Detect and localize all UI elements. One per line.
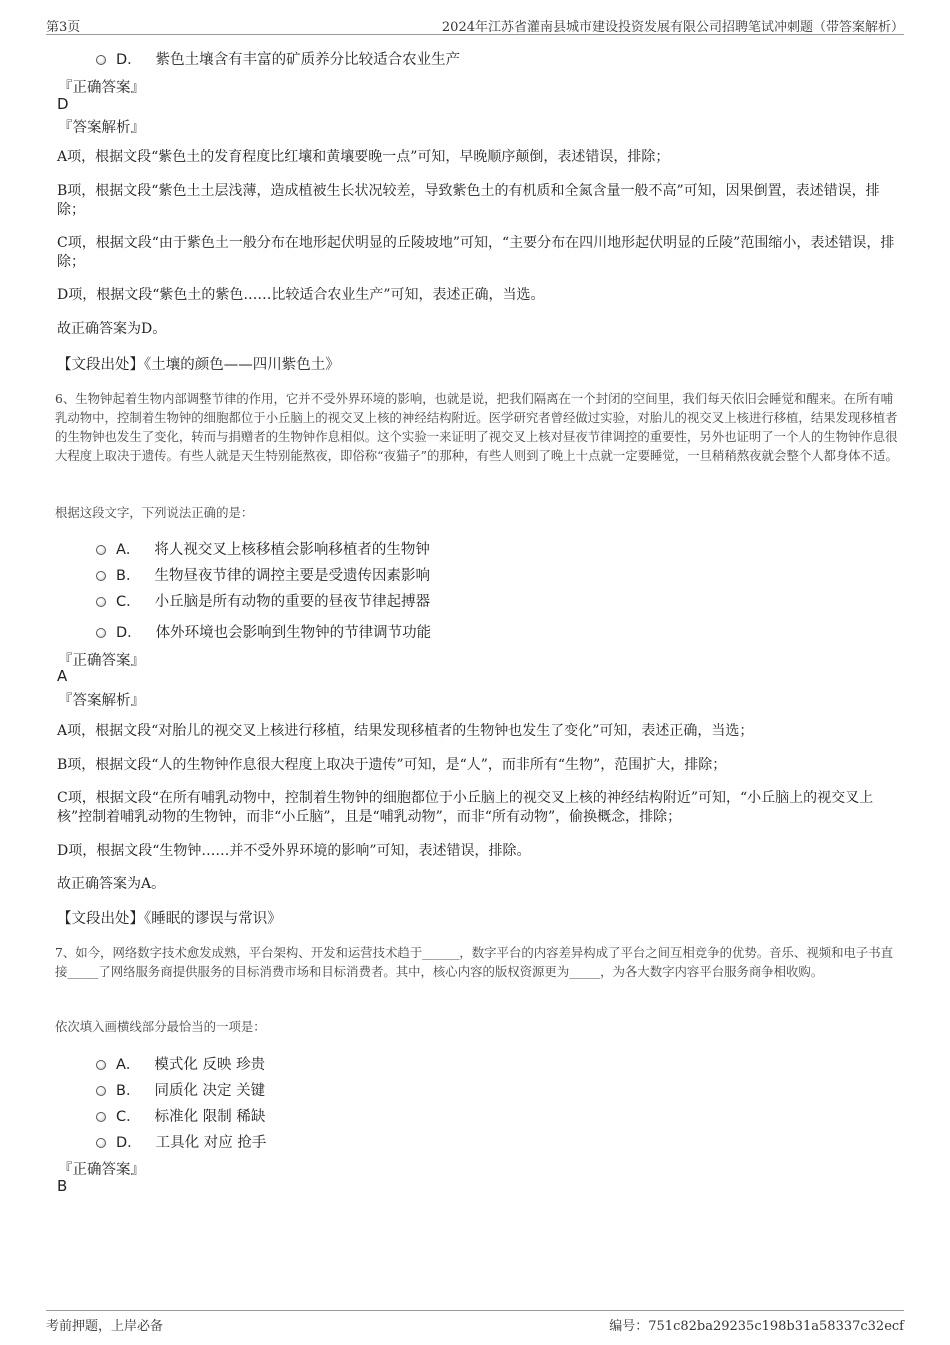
q5-explanation-a: A项，根据文段“紫色土的发育程度比红壤和黄壤要晚一点”可知，早晚顺序颠倒，表述错误，排除； xyxy=(57,149,670,165)
q6-option-a[interactable]: A． 将人视交叉上核移植会影响移植者的生物钟 xyxy=(96,538,430,559)
q7-option-d[interactable]: D． 工具化 对应 抢手 xyxy=(96,1131,266,1152)
q5-conclusion: 故正确答案为D。 xyxy=(57,321,167,337)
radio-icon[interactable] xyxy=(96,1112,106,1122)
q6-option-c[interactable]: C． 小丘脑是所有动物的重要的昼夜节律起搏器 xyxy=(96,590,430,611)
document-title: 2024年江苏省灌南县城市建设投资发展有限公司招聘笔试冲刺题（带答案解析） xyxy=(441,20,904,35)
page-number: 第3页 xyxy=(46,20,81,35)
q6-answer: A xyxy=(57,667,68,685)
radio-icon[interactable] xyxy=(96,55,106,65)
page-header xyxy=(46,14,904,35)
q6-analysis-label: 『答案解析』 xyxy=(58,693,145,709)
q5-answer-label: 『正确答案』 xyxy=(58,80,145,96)
q6-explanation-a: A项，根据文段“对胎儿的视交叉上核进行移植，结果发现移植者的生物钟也发生了变化”可知，表述正确，当选； xyxy=(57,723,754,739)
q5-source: 【文段出处】《土壤的颜色——四川紫色土》 xyxy=(57,357,340,373)
q6-explanation-c: C项，根据文段“在所有哺乳动物中，控制着生物钟的细胞都位于小丘脑上的视交叉上核的神经结构附近”可知，“小丘脑上的视交叉上核”控制着哺乳动物的生物钟，而非“小丘脑”，且是“哺乳动物”，而非“所有动物”，偷换概念，排除； xyxy=(57,790,874,825)
q5-analysis-label: 『答案解析』 xyxy=(58,120,145,136)
q5-explanation-b: B项，根据文段“紫色土土层浅薄，造成植被生长状况较差，导致紫色土的有机质和全氮含量一般不高”可知，因果倒置，表述错误，排除； xyxy=(57,183,880,218)
q5-option-d[interactable]: D． 紫色土壤含有丰富的矿质养分比较适合农业生产 xyxy=(96,48,460,69)
radio-icon[interactable] xyxy=(96,545,106,555)
q6-source: 【文段出处】《睡眠的谬误与常识》 xyxy=(57,911,282,927)
q7-option-a[interactable]: A． 模式化 反映 珍贵 xyxy=(96,1053,265,1074)
q6-stem: 6、生物钟起着生物内部调整节律的作用，它并不受外界环境的影响，也就是说，把我们隔离在一个封闭的空间里，我们每天依旧会睡觉和醒来。在所有哺乳动物中，控制着生物钟的细胞都位于小丘脑上的视交叉上核的神经结构附近。医学研究者曾经做过实验，对胎儿的视交叉上核进行移植，结果发现移植者的生物钟也发生了变化，转而与捐赠者的生物钟作息相似。这个实验一来证明了视交叉上核对昼夜节律调控的重要性，另外也证明了一个人的生物钟作息很大程度上取决于遗传。有些人就是天生特别能熬夜，即俗称“夜猫子”的那种，有些人则到了晚上十点就一定要睡觉，一旦稍稍熬夜就会整个人都身体不适。 xyxy=(55,391,898,463)
document-id: 编号：751c82ba29235c198b31a58337c32ecf xyxy=(609,1319,904,1334)
q7-answer-label: 『正确答案』 xyxy=(58,1162,145,1178)
q5-answer: D xyxy=(57,95,69,113)
q7-answer: B xyxy=(57,1177,68,1195)
q7-prompt: 依次填入画横线部分最恰当的一项是： xyxy=(55,1019,266,1034)
footer-slogan: 考前押题，上岸必备 xyxy=(46,1319,164,1334)
page-footer xyxy=(46,1310,904,1335)
q6-conclusion: 故正确答案为A。 xyxy=(57,876,166,892)
q6-option-d[interactable]: D． 体外环境也会影响到生物钟的节律调节功能 xyxy=(96,621,431,642)
radio-icon[interactable] xyxy=(96,597,106,607)
q6-explanation-b: B项，根据文段“人的生物钟作息很大程度上取决于遗传”可知，是“人”，而非所有“生物”，范围扩大，排除； xyxy=(57,757,727,773)
q6-answer-label: 『正确答案』 xyxy=(58,653,145,669)
radio-icon[interactable] xyxy=(96,1060,106,1070)
q7-option-c[interactable]: C． 标准化 限制 稀缺 xyxy=(96,1105,265,1126)
q5-explanation-c: C项，根据文段“由于紫色土一般分布在地形起伏明显的丘陵坡地”可知，“主要分布在四川地形起伏明显的丘陵”范围缩小，表述错误，排除； xyxy=(57,235,895,270)
radio-icon[interactable] xyxy=(96,628,106,638)
q6-prompt: 根据这段文字，下列说法正确的是： xyxy=(55,505,254,520)
radio-icon[interactable] xyxy=(96,571,106,581)
q6-option-b[interactable]: B． 生物昼夜节律的调控主要是受遗传因素影响 xyxy=(96,564,430,585)
radio-icon[interactable] xyxy=(96,1138,106,1148)
q7-stem: 7、如今，网络数字技术愈发成熟，平台架构、开发和运营技术趋于______，数字平台的内容差异构成了平台之间互相竞争的优势。音乐、视频和电子书直接_____了网络服务商提供服务的目标消费市场和目标消费者。其中，核心内容的版权资源更为_____，为各大数字内容平台服务商争相收购。 xyxy=(55,945,894,979)
q5-explanation-d: D项，根据文段“紫色土的紫色……比较适合农业生产”可知，表述正确，当选。 xyxy=(57,287,545,303)
q7-option-b[interactable]: B． 同质化 决定 关键 xyxy=(96,1079,265,1100)
q6-explanation-d: D项，根据文段“生物钟……并不受外界环境的影响”可知，表述错误，排除。 xyxy=(57,843,531,859)
radio-icon[interactable] xyxy=(96,1086,106,1096)
